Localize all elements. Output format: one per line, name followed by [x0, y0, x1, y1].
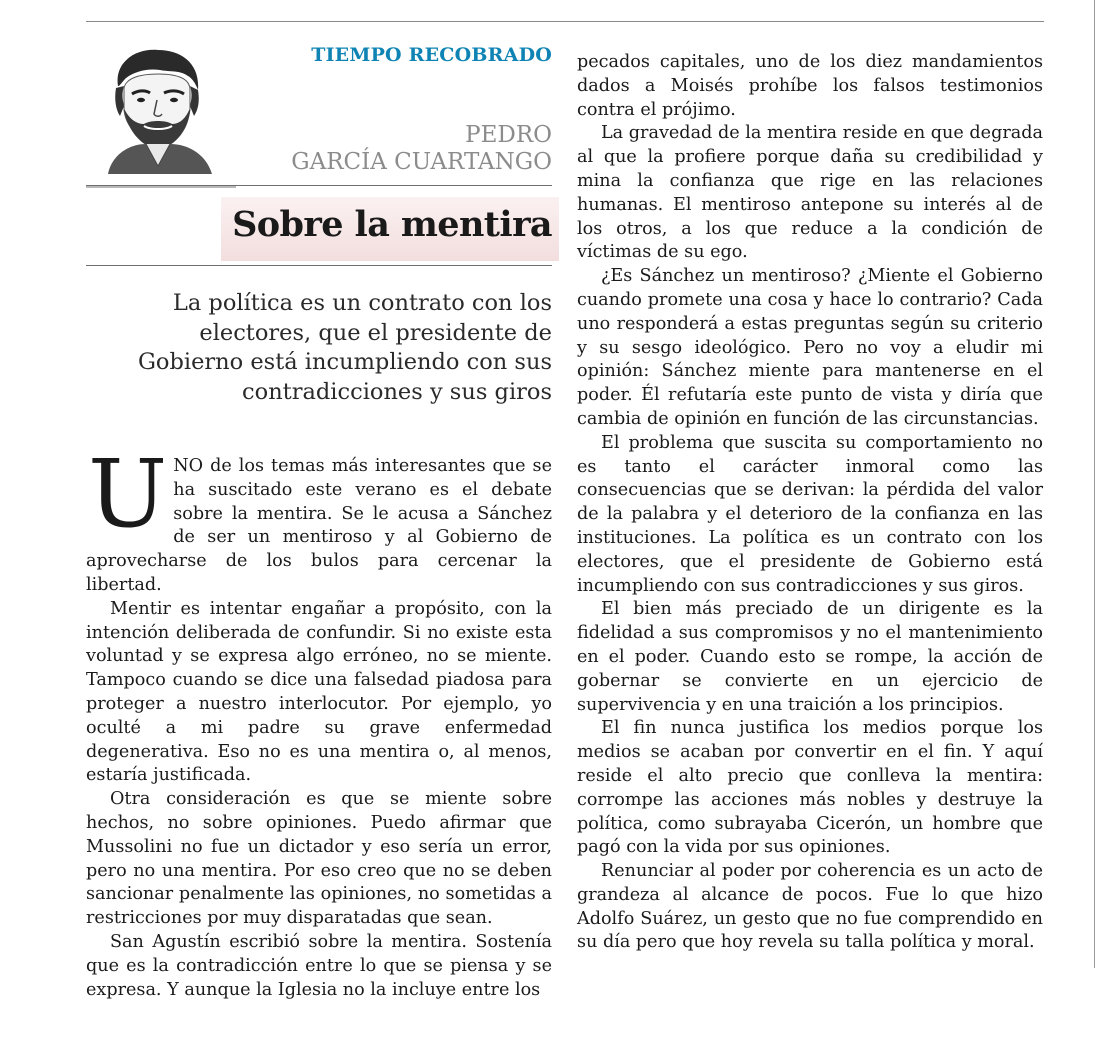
author-byline [291, 122, 552, 176]
article-headline: Sobre la mentira [232, 204, 552, 245]
article-paragraph: Mentir es intentar engañar a propósito, con la intención deliberada de confundir. Si no existe esta voluntad y se expresa algo erróneo, no se miente. Tampoco cuando se dice una falsedad piadosa para proteger a nuestro interlocutor. Por ejemplo, yo oculté a mi padre su grave enfermedad degenerativa. Eso no es una mentira o, al menos, estaría justificada. [86, 598, 552, 786]
article-paragraph [86, 440, 552, 598]
article-paragraph: pecados capitales, uno de los diez mandamientos dados a Moisés prohíbe los falsos testimonios contra el prójimo. [577, 52, 1043, 120]
drop-cap: U [88, 440, 168, 549]
headline-divider [86, 265, 552, 266]
top-rule [86, 21, 1044, 22]
article-column-2 [577, 51, 1043, 955]
article-paragraph: ¿Es Sánchez un mentiroso? ¿Miente el Gobierno cuando promete una cosa y hace lo contrario? Cada uno responderá a estas preguntas según su criterio y su sesgo ideológico. Pero no voy a eludir mi opinión: Sánchez miente para mantenerse en el poder. Él refutaría este punto de vista y diría que cambia de opinión en función de las circunstancias. [577, 266, 1043, 429]
article-paragraph: La gravedad de la mentira reside en que degrada al que la profiere porque daña su credibilidad y mina la confianza que rige en las relaciones humanas. El mentiroso antepone su interés al de los otros, a los que reduce a la condición de víctimas de su ego. [577, 123, 1043, 263]
paragraph-text: NO de los temas más interesantes que se ha suscitado este verano es el debate sobre la mentira. Se le acusa a Sánchez de ser un mentiroso y al Gobierno de aprovecharse de los bulos para cercenar la libertad. [86, 456, 552, 595]
article-paragraph: El fin nunca justifica los medios porque los medios se acaban por convertir en el fin. Y aquí reside el alto precio que conlleva la mentira: corrompe las acciones más nobles y destruye la política, como subrayaba Cicerón, un hombre que pagó con la vida por sus opiniones. [577, 718, 1043, 858]
author-first-name: PEDRO [465, 122, 552, 148]
section-label: TIEMPO RECOBRADO [311, 44, 552, 66]
article-paragraph: San Agustín escribió sobre la mentira. Sostenía que es la contradicción entre lo que se piensa y se expresa. Y aunque la Iglesia no la incluye entre los [86, 931, 552, 1000]
article-lead: La política es un contrato con los electores, que el presidente de Gobierno está incumpliendo con sus contradicciones y sus giros [137, 290, 552, 405]
article-paragraph: Renunciar al poder por coherencia es un acto de grandeza al alcance de pocos. Fue lo que hizo Adolfo Suárez, un gesto que no fue comprendido en su día pero que hoy revela su talla política y moral. [577, 861, 1043, 953]
article-paragraph: El bien más preciado de un dirigente es la fidelidad a sus compromisos y no el mantenimiento en el poder. Cuando esto se rompe, la acción de gobernar se convierte en un ejercicio de supervivencia y en una traición a los principios. [577, 599, 1043, 715]
article-column-1 [86, 440, 552, 1002]
article-paragraph: Otra consideración es que se miente sobre hechos, no sobre opiniones. Puedo afirmar que Mussolini no fue un dictador y eso sería un error, pero no una mentira. Por eso creo que no se deben sancionar penalmente las opiniones, no sometidas a restricciones por muy disparatadas que sean. [86, 789, 552, 929]
byline-divider-accent [86, 186, 236, 188]
author-last-name: GARCÍA CUARTANGO [291, 149, 552, 175]
author-portrait-illustration [100, 44, 216, 174]
article-paragraph: El problema que suscita su comportamiento no es tanto el carácter inmoral como las consecuencias que se derivan: la pérdida del valor de la palabra y el deterioro de la confianza en las instituciones. La política es un contrato con los electores, que el presidente de Gobierno está incumpliendo con sus contradicciones y sus giros. [577, 432, 1043, 596]
page-edge-rule [1094, 0, 1095, 968]
